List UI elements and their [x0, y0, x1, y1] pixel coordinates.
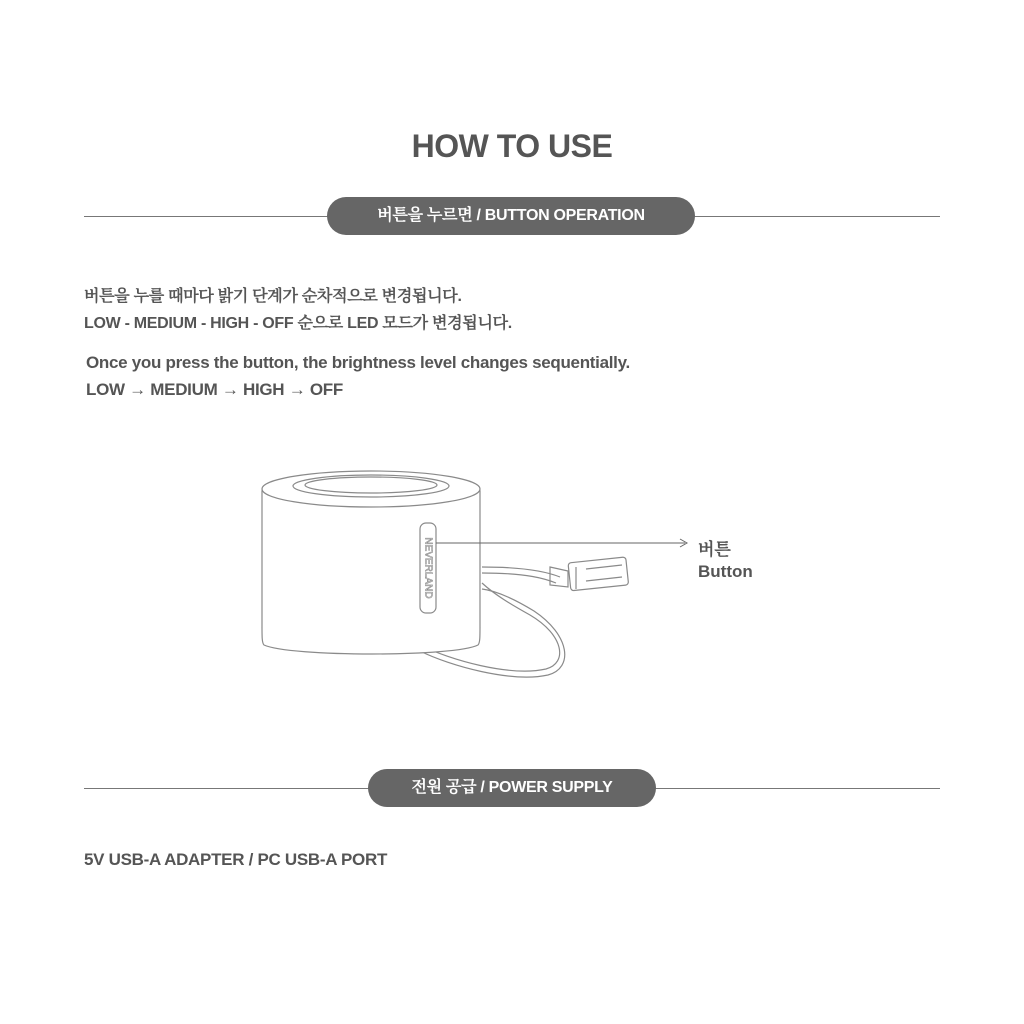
button-callout-korean: 버튼 — [698, 540, 731, 559]
korean-line-1: 버튼을 누를 때마다 밝기 단계가 순차적으로 변경됩니다. — [84, 288, 462, 305]
button-callout-english: Button — [698, 562, 753, 581]
product-illustration — [250, 455, 770, 695]
power-section-heading: 전원 공급 / POWER SUPPLY — [368, 769, 656, 807]
korean-line-2: LOW - MEDIUM - HIGH - OFF 순으로 LED 모드가 변경됩니다. — [84, 315, 512, 332]
power-supply-text: 5V USB-A ADAPTER / PC USB-A PORT — [84, 850, 388, 869]
english-line-2: LOW → MEDIUM → HIGH → OFF — [86, 380, 343, 399]
brand-text: NEVERLAND — [422, 537, 434, 599]
usb-plug — [550, 557, 629, 591]
page-title: HOW TO USE — [411, 128, 613, 164]
button-section-heading: 버튼을 누르면 / BUTTON OPERATION — [327, 197, 695, 235]
lamp-body — [262, 471, 480, 654]
english-line-1: Once you press the button, the brightness level changes sequentially. — [86, 353, 630, 372]
